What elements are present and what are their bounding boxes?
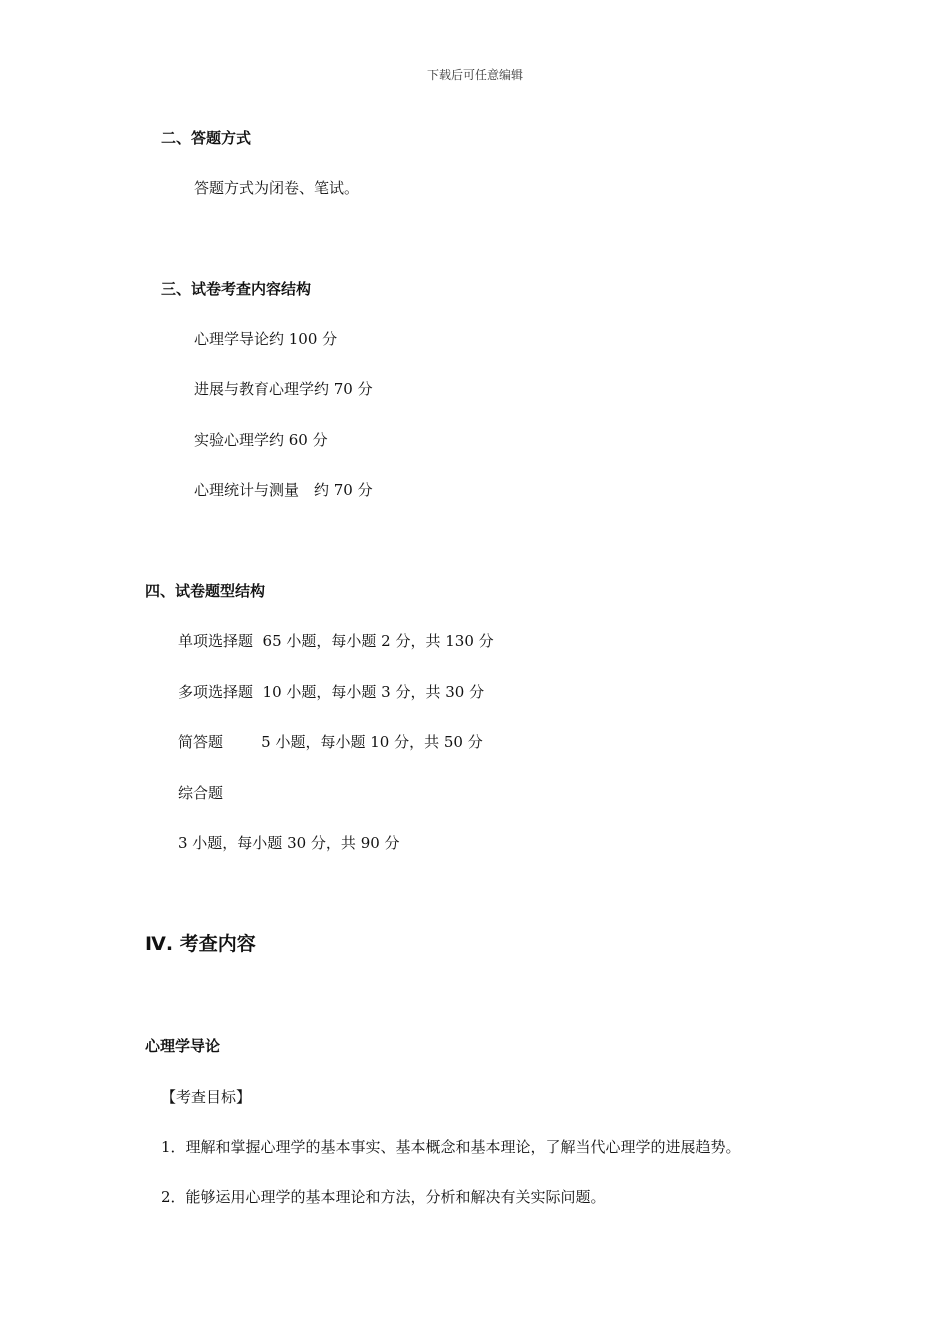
- goal-item: 2．能够运用心理学的基本理论和方法，分析和解决有关实际问题。: [161, 1188, 606, 1206]
- section-3-item: 实验心理学约 60 分: [194, 431, 328, 449]
- section-3-title: 三、试卷考查内容结构: [161, 280, 312, 298]
- section-3-item: 心理学导论约 100 分: [194, 330, 338, 348]
- page-header: 下载后可任意编辑: [426, 68, 523, 82]
- section-3-item: 进展与教育心理学约 70 分: [194, 380, 373, 398]
- section-2-title: 二、答题方式: [161, 129, 252, 147]
- section-3-item: 心理统计与测量 约 70 分: [194, 481, 373, 499]
- goal-item: 1．理解和掌握心理学的基本事实、基本概念和基本理论，了解当代心理学的进展趋势。: [161, 1138, 741, 1156]
- intro-title: 心理学导论: [145, 1037, 221, 1055]
- goal-label: 【考查目标】: [161, 1088, 252, 1106]
- section-4-title: 四、试卷题型结构: [145, 582, 266, 600]
- section-4-item: 综合题: [178, 784, 224, 802]
- section-4-item: 简答题 5 小题，每小题 10 分，共 50 分: [178, 733, 483, 751]
- chapter-title: Ⅳ. 考查内容: [145, 933, 256, 955]
- section-4-item: 多项选择题 10 小题，每小题 3 分，共 30 分: [178, 683, 485, 701]
- section-4-item: 单项选择题 65 小题，每小题 2 分，共 130 分: [178, 632, 494, 650]
- section-4-item: 3 小题，每小题 30 分，共 90 分: [178, 834, 400, 852]
- section-2-body: 答题方式为闭卷、笔试。: [194, 179, 360, 197]
